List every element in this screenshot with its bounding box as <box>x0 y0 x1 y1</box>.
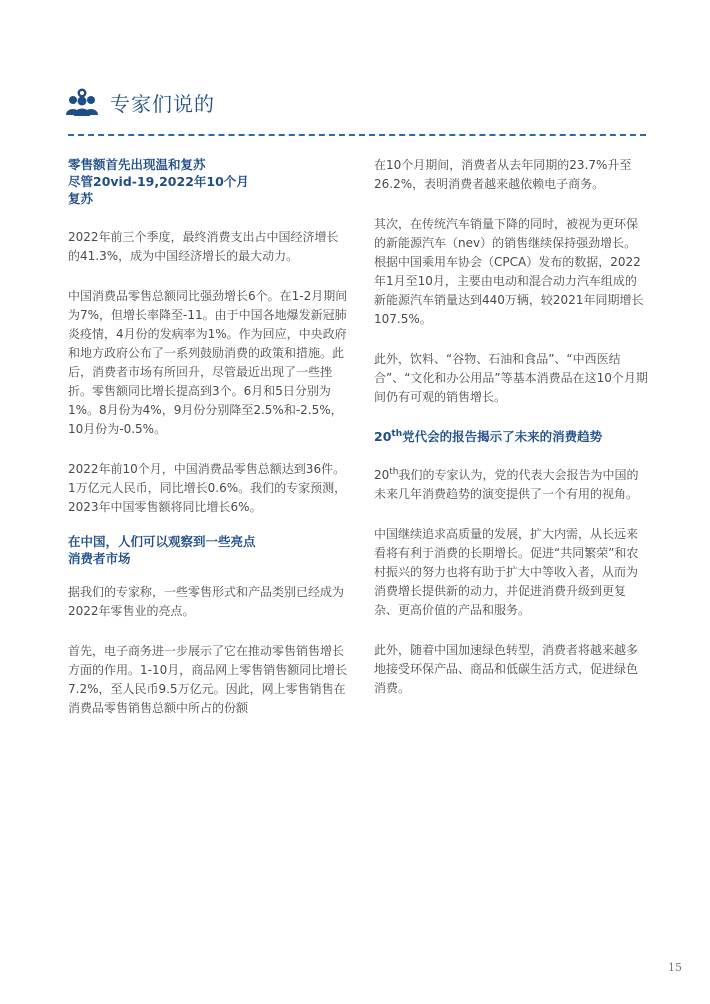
paragraph: 此外，饮料、“谷物、石油和食品”、“中西医结合”、“文化和办公用品”等基本消费品在这10个月期间仍有可观的销售增长。 <box>374 352 648 404</box>
heading-line: 尽管20vid-19,2022年10个月 <box>68 174 249 189</box>
section-heading-party-congress: 20th党代会的报告揭示了未来的消费趋势 <box>374 428 603 444</box>
page-number: 15 <box>668 961 682 974</box>
left-column <box>68 156 350 718</box>
page-title: 专家们说的 <box>110 91 215 116</box>
heading-line: 在中国，人们可以观察到一些亮点 <box>68 534 256 549</box>
paragraph: 首先，电子商务进一步展示了它在推动零售销售增长方面的作用。1-10月，商品网上零售销售额同比增长7.2%，至人民币9.5万亿元。因此，网上零售销售在消费品零售销售总额中所占的份额 <box>68 644 348 715</box>
heading-line: 消费者市场 <box>68 551 131 566</box>
paragraph: 2022年前10个月，中国消费品零售总额达到36件。1万亿元人民币，同比增长0.6%。我们的专家预测，2023年中国零售额将同比增长6%。 <box>68 462 347 514</box>
section-heading-retail-recovery <box>68 156 350 207</box>
heading-line: 零售额首先出现温和复苏 <box>68 157 206 172</box>
paragraph: 此外，随着中国加速绿色转型，消费者将越来越多地接受环保产品、商品和低碳生活方式，促进绿色消费。 <box>374 643 639 695</box>
right-column <box>374 156 648 698</box>
paragraph: 在10个月期间，消费者从去年同期的23.7%升至26.2%，表明消费者越来越依赖电子商务。 <box>374 158 632 191</box>
heading-line: 复苏 <box>68 191 94 206</box>
page-header <box>66 84 215 120</box>
paragraph: 中国消费品零售总额同比强劲增长6个。在1-2月期间为7%，但增长率降至-11。由于中国各地爆发新冠肺炎疫情，4月份的发病率为1%。作为回应，中央政府和地方政府公布了一系列鼓励消费的政策和措施。此后，消费者市场有所回升，尽管最近出现了一些挫折。零售额同比增长提高到3个。6月和5日分别为1%。8月份为4%，9月份分别降至2.5%和-2.5%，10月份为-0.5%。 <box>68 289 348 436</box>
paragraph: 据我们的专家称，一些零售形式和产品类别已经成为2022年零售业的亮点。 <box>68 585 345 618</box>
paragraph: 中国继续追求高质量的发展，扩大内需，从长远来看将有利于消费的长期增长。促进“共同繁荣”和农村振兴的努力也将有助于扩大中等收入者，从而为消费增长提供新的动力，并促进消费升级到更复杂、更高价值的产品和服务。 <box>374 527 639 617</box>
paragraph: 20th我们的专家认为，党的代表大会报告为中国的未来几年消费趋势的演变提供了一个有用的视角。 <box>374 467 639 501</box>
paragraph: 其次，在传统汽车销量下降的同时，被视为更环保的新能源汽车（nev）的销售继续保持强劲增长。根据中国乘用车协会（CPCA）发布的数据，2022年1月至10月，主要由电动和混合动力汽车组成的新能源汽车销量达到440万辆，较2021年同期增长107.5%。 <box>374 217 644 326</box>
dashed-divider <box>68 134 646 136</box>
people-group-icon <box>66 87 98 117</box>
section-heading-highlights <box>68 533 350 567</box>
paragraph: 2022年前三个季度，最终消费支出占中国经济增长的41.3%，成为中国经济增长的最大动力。 <box>68 230 339 263</box>
